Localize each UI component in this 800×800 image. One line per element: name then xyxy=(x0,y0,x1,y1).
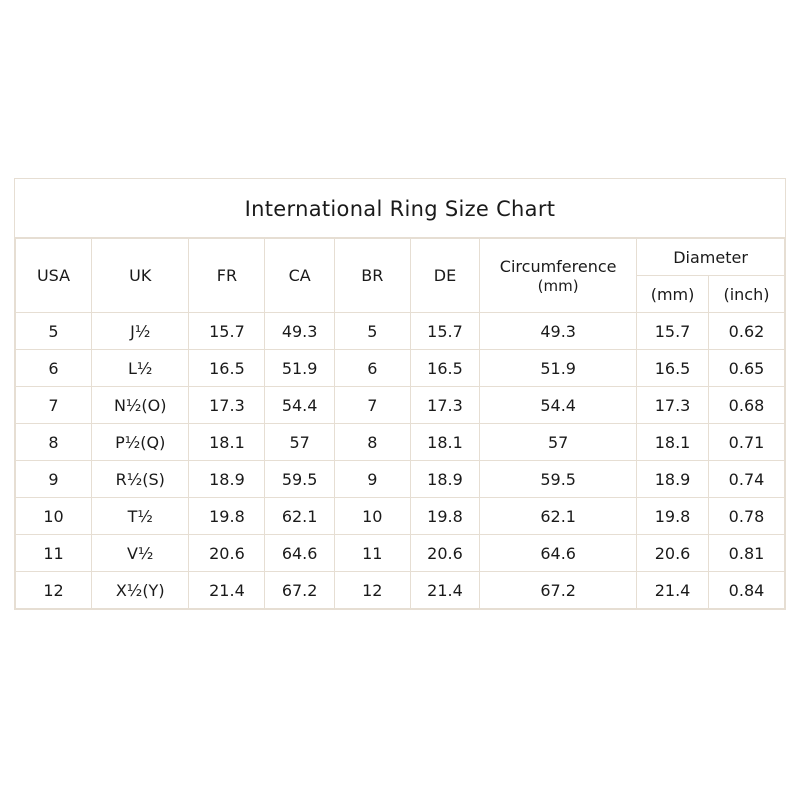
circumference-label: Circumference xyxy=(499,256,617,276)
page-title: International Ring Size Chart xyxy=(15,179,785,238)
column-header-uk: UK xyxy=(91,239,188,313)
cell-diameter-inch: 0.71 xyxy=(708,424,784,461)
table-row xyxy=(16,424,785,461)
cell-fr: 19.8 xyxy=(189,498,265,535)
column-header-usa: USA xyxy=(16,239,92,313)
cell-ca: 62.1 xyxy=(265,498,334,535)
table-row xyxy=(16,350,785,387)
cell-circumference: 54.4 xyxy=(480,387,637,424)
cell-diameter-mm: 20.6 xyxy=(637,535,709,572)
cell-uk: R½(S) xyxy=(91,461,188,498)
cell-de: 20.6 xyxy=(410,535,479,572)
cell-diameter-mm: 18.1 xyxy=(637,424,709,461)
cell-circumference: 64.6 xyxy=(480,535,637,572)
cell-circumference: 62.1 xyxy=(480,498,637,535)
cell-ca: 49.3 xyxy=(265,313,334,350)
table-row xyxy=(16,535,785,572)
cell-fr: 17.3 xyxy=(189,387,265,424)
cell-fr: 15.7 xyxy=(189,313,265,350)
circumference-unit: (mm) xyxy=(537,276,579,295)
cell-circumference: 51.9 xyxy=(480,350,637,387)
column-header-diameter-mm: (mm) xyxy=(637,276,709,313)
cell-br: 6 xyxy=(334,350,410,387)
header-row-top xyxy=(16,239,785,276)
cell-br: 7 xyxy=(334,387,410,424)
cell-uk: T½ xyxy=(91,498,188,535)
cell-diameter-mm: 15.7 xyxy=(637,313,709,350)
cell-de: 18.9 xyxy=(410,461,479,498)
cell-de: 19.8 xyxy=(410,498,479,535)
cell-diameter-mm: 17.3 xyxy=(637,387,709,424)
table-row xyxy=(16,461,785,498)
table-row xyxy=(16,313,785,350)
column-header-br: BR xyxy=(334,239,410,313)
cell-fr: 18.1 xyxy=(189,424,265,461)
cell-ca: 64.6 xyxy=(265,535,334,572)
cell-circumference: 59.5 xyxy=(480,461,637,498)
cell-br: 9 xyxy=(334,461,410,498)
cell-ca: 51.9 xyxy=(265,350,334,387)
cell-usa: 7 xyxy=(16,387,92,424)
cell-br: 5 xyxy=(334,313,410,350)
cell-de: 15.7 xyxy=(410,313,479,350)
cell-fr: 21.4 xyxy=(189,572,265,609)
cell-usa: 10 xyxy=(16,498,92,535)
cell-diameter-inch: 0.65 xyxy=(708,350,784,387)
cell-ca: 59.5 xyxy=(265,461,334,498)
cell-diameter-mm: 16.5 xyxy=(637,350,709,387)
cell-uk: V½ xyxy=(91,535,188,572)
table-row xyxy=(16,498,785,535)
cell-usa: 6 xyxy=(16,350,92,387)
cell-diameter-inch: 0.84 xyxy=(708,572,784,609)
ring-size-table xyxy=(15,238,785,609)
cell-de: 21.4 xyxy=(410,572,479,609)
column-header-circumference xyxy=(480,239,637,313)
cell-circumference: 49.3 xyxy=(480,313,637,350)
cell-usa: 9 xyxy=(16,461,92,498)
cell-diameter-inch: 0.68 xyxy=(708,387,784,424)
cell-diameter-inch: 0.74 xyxy=(708,461,784,498)
cell-uk: N½(O) xyxy=(91,387,188,424)
cell-usa: 8 xyxy=(16,424,92,461)
cell-diameter-inch: 0.62 xyxy=(708,313,784,350)
column-header-fr: FR xyxy=(189,239,265,313)
cell-uk: L½ xyxy=(91,350,188,387)
cell-de: 17.3 xyxy=(410,387,479,424)
cell-de: 16.5 xyxy=(410,350,479,387)
cell-ca: 57 xyxy=(265,424,334,461)
cell-ca: 67.2 xyxy=(265,572,334,609)
cell-diameter-mm: 19.8 xyxy=(637,498,709,535)
column-header-de: DE xyxy=(410,239,479,313)
cell-fr: 20.6 xyxy=(189,535,265,572)
cell-uk: J½ xyxy=(91,313,188,350)
cell-br: 8 xyxy=(334,424,410,461)
cell-diameter-inch: 0.78 xyxy=(708,498,784,535)
cell-diameter-mm: 18.9 xyxy=(637,461,709,498)
cell-circumference: 57 xyxy=(480,424,637,461)
table-header xyxy=(16,239,785,313)
column-header-ca: CA xyxy=(265,239,334,313)
cell-usa: 12 xyxy=(16,572,92,609)
cell-diameter-mm: 21.4 xyxy=(637,572,709,609)
cell-br: 10 xyxy=(334,498,410,535)
cell-de: 18.1 xyxy=(410,424,479,461)
cell-fr: 16.5 xyxy=(189,350,265,387)
table-body xyxy=(16,313,785,609)
cell-usa: 11 xyxy=(16,535,92,572)
cell-ca: 54.4 xyxy=(265,387,334,424)
cell-br: 12 xyxy=(334,572,410,609)
ring-size-chart xyxy=(14,178,786,610)
cell-circumference: 67.2 xyxy=(480,572,637,609)
cell-br: 11 xyxy=(334,535,410,572)
cell-diameter-inch: 0.81 xyxy=(708,535,784,572)
table-row xyxy=(16,387,785,424)
cell-uk: X½(Y) xyxy=(91,572,188,609)
column-header-diameter-inch: (inch) xyxy=(708,276,784,313)
cell-uk: P½(Q) xyxy=(91,424,188,461)
cell-fr: 18.9 xyxy=(189,461,265,498)
table-row xyxy=(16,572,785,609)
cell-usa: 5 xyxy=(16,313,92,350)
column-header-diameter: Diameter xyxy=(637,239,785,276)
